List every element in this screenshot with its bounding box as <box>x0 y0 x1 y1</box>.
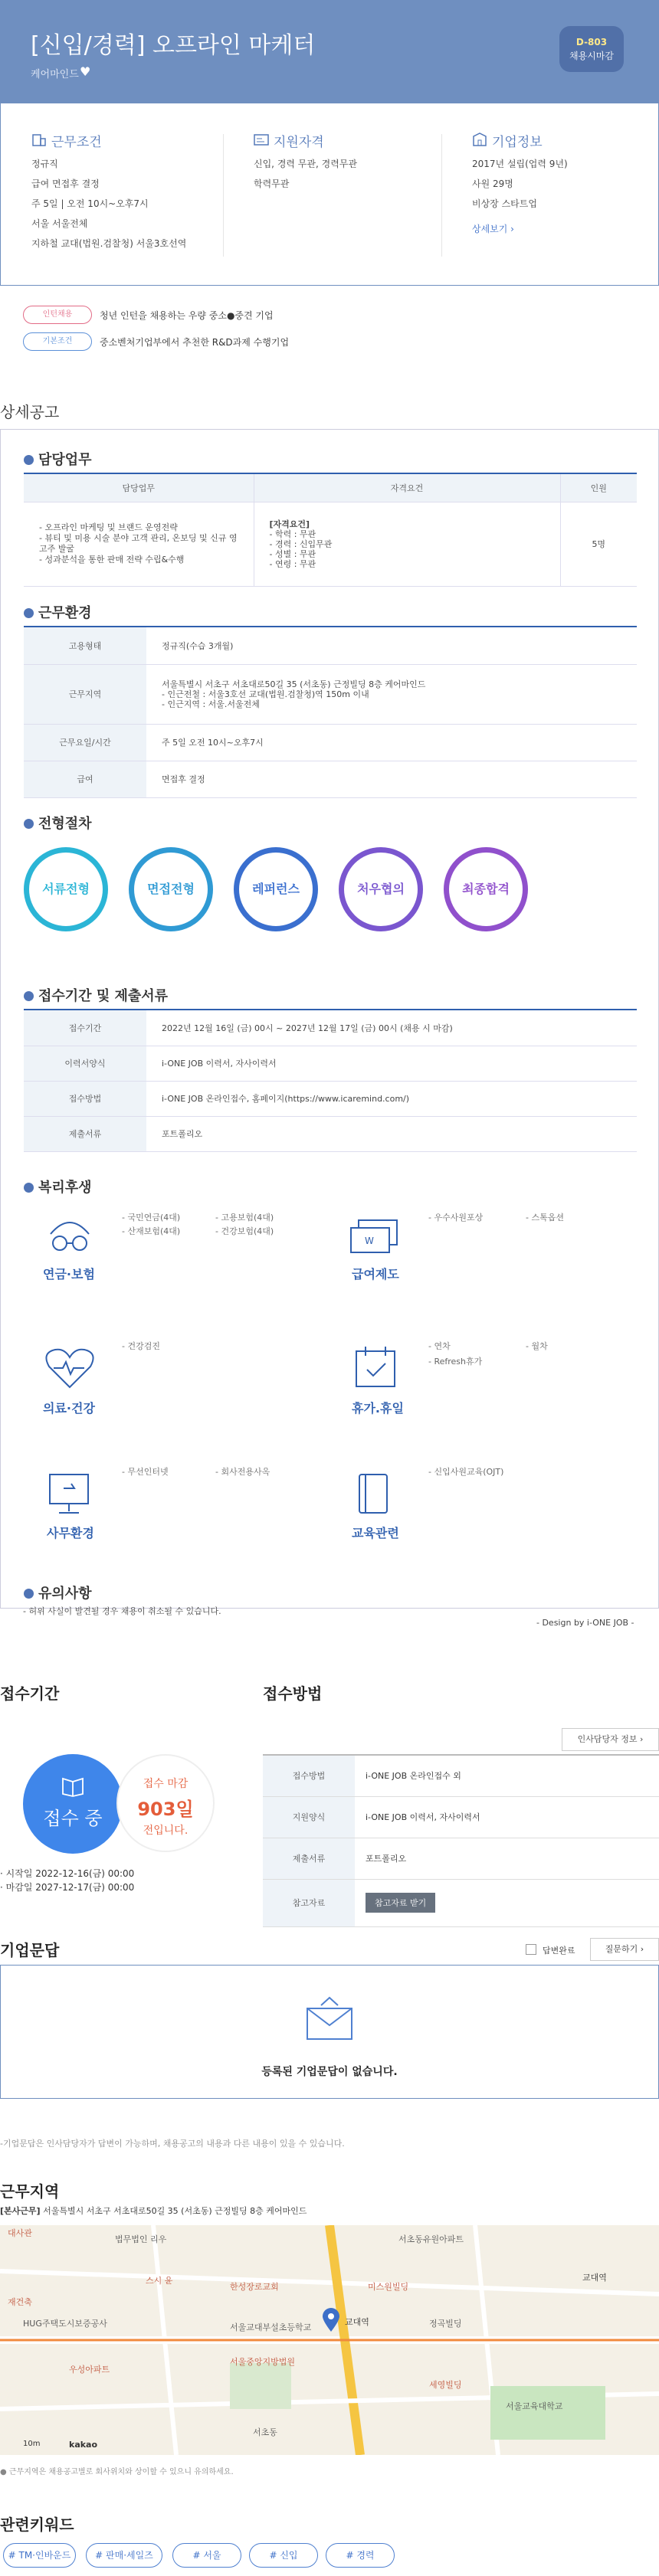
remain-circle <box>116 1754 215 1852</box>
status-label: 접수 중 <box>43 1808 103 1829</box>
benefit-line: - 국민연금(4대) <box>122 1213 181 1223</box>
map-label: 대사관 <box>8 2228 32 2238</box>
address-subline: - 인근지역 : 서울.서울전체 <box>162 699 260 709</box>
qa-empty-text: 등록된 기업문답이 없습니다. <box>261 2066 398 2078</box>
keyword-tag[interactable]: # TM·인바운드 <box>3 2543 76 2568</box>
end-date: · 마감일 2027-12-17(금) 00:00 <box>0 1882 135 1893</box>
row-label: 참고자료 <box>263 1879 355 1926</box>
task-line: - 뷰티 및 미용 시술 분야 고객 관리, 온보딩 및 신규 영 <box>39 533 238 543</box>
benefit-line: - 스톡옵션 <box>526 1213 564 1223</box>
detail-panel <box>0 429 659 1609</box>
dday-count: D-803 <box>575 37 608 47</box>
row-label: 고용형태 <box>24 627 146 664</box>
divider <box>441 134 442 257</box>
process-step: 레퍼런스 <box>234 847 318 931</box>
envelope-icon <box>306 1996 355 2042</box>
design-credit: - Design by i-ONE JOB - <box>536 1618 634 1628</box>
qa-heading: 기업문답 <box>0 1941 60 1959</box>
book-icon <box>355 1471 393 1517</box>
ask-question-button[interactable]: 질문하기 › <box>590 1938 659 1961</box>
row-value: 주 5일 오전 10시~오후7시 <box>146 724 637 761</box>
condition-line: 정규직 <box>31 159 58 169</box>
company-line: 2017년 설립(업력 9년) <box>472 159 568 169</box>
env-table <box>24 627 637 798</box>
company-info-heading: 기업정보 <box>492 135 543 150</box>
map-label: 세영빌딩 <box>429 2380 462 2390</box>
map-label: 스시 윤 <box>146 2276 173 2286</box>
map[interactable] <box>0 2225 659 2455</box>
map-label: 우성아파트 <box>69 2365 110 2375</box>
benefit-line: - 건강보험(4대) <box>215 1226 274 1236</box>
row-label: 급여 <box>24 761 146 797</box>
id-card-icon <box>254 132 269 147</box>
benefit-line: - 우수사원포상 <box>428 1213 484 1223</box>
keyword-tag[interactable]: # 경력 <box>326 2543 395 2568</box>
qualification-line: 신입, 경력 무관, 경력무관 <box>254 159 357 169</box>
answered-checkbox[interactable] <box>526 1944 536 1955</box>
condition-line: 주 5일 | 오전 10시~오후7시 <box>31 198 149 209</box>
qualification-heading: 지원자격 <box>274 135 324 150</box>
row-label: 지원양식 <box>263 1796 355 1838</box>
bullet-icon <box>24 608 34 618</box>
row-value: 포트폴리오 <box>146 1116 637 1151</box>
qual-line: - 경력 : 신입무관 <box>269 538 333 549</box>
keyword-tag[interactable]: # 신입 <box>249 2543 318 2568</box>
benefit-office-title: 사무환경 <box>47 1526 94 1540</box>
company-line: 비상장 스타트업 <box>472 198 537 209</box>
office-icon <box>472 132 487 147</box>
svg-text:W: W <box>365 1236 374 1246</box>
bullet-icon <box>24 991 34 1001</box>
bullet-icon <box>24 819 34 829</box>
row-label: 접수방법 <box>24 1081 146 1116</box>
location-note: ● 근무지역은 채용공고별로 회사위치와 상이할 수 있으니 유의하세요. <box>0 2468 234 2476</box>
address-text: 서울특별시 서초구 서초대로50길 35 (서초동) 근정빌딩 8층 케어마인드 <box>43 2206 307 2216</box>
duty-heading: 담당업무 <box>24 449 92 469</box>
row-value: i-ONE JOB 이력서, 자사이력서 <box>146 1046 637 1081</box>
method-heading: 접수방법 <box>263 1684 323 1703</box>
qa-empty-box <box>0 1965 659 2099</box>
conditions-heading: 근무조건 <box>51 135 102 150</box>
notice-heading: 유의사항 <box>24 1583 92 1602</box>
heart-icon[interactable]: ♥ <box>80 64 91 79</box>
map-label: 서울교대부설초등학교 <box>230 2322 312 2332</box>
start-date: · 시작일 2022-12-16(금) 00:00 <box>0 1868 135 1879</box>
kakao-logo: kakao <box>69 2440 98 2450</box>
benefit-pension-title: 연금·보험 <box>43 1267 95 1281</box>
method-table <box>263 1754 659 1927</box>
keyword-tag[interactable]: # 서울 <box>172 2543 241 2568</box>
task-cell <box>24 502 254 586</box>
welfare-heading: 복리후생 <box>24 1177 92 1196</box>
remain-tail: 전입니다. <box>143 1825 189 1837</box>
row-value <box>146 664 637 724</box>
address-subline: - 인근전철 : 서울3호선 교대(법원.검찰청)역 150m 이내 <box>162 689 369 699</box>
notice-text: - 허위 사실이 발견될 경우 채용이 취소될 수 있습니다. <box>23 1606 221 1616</box>
map-label: 서울교육대학교 <box>506 2401 563 2411</box>
map-label: 서울중앙지방법원 <box>230 2357 296 2367</box>
row-label: 제출서류 <box>263 1838 355 1879</box>
qualifications <box>254 103 438 285</box>
bullet-icon <box>24 455 34 465</box>
company-name[interactable]: 케어마인드 <box>31 69 79 80</box>
map-label: 한성장로교회 <box>230 2282 279 2292</box>
row-value: 면접후 결정 <box>146 761 637 797</box>
reception-heading: 접수기간 <box>0 1684 60 1703</box>
qual-title: [자격요건] <box>269 519 310 529</box>
process-step: 처우협의 <box>339 847 423 931</box>
benefit-line: - Refresh휴가 <box>428 1357 483 1367</box>
task-line: - 성과분석을 통한 판매 전략 수립&수행 <box>39 555 185 565</box>
apply-heading: 접수기간 및 제출서류 <box>24 985 168 1005</box>
money-icon <box>349 1219 399 1257</box>
row-label: 접수기간 <box>24 1010 146 1046</box>
map-label: 서초동 <box>253 2427 277 2437</box>
qual-line: - 연령 : 무관 <box>269 558 316 569</box>
download-reference-button[interactable]: 참고자료 받기 <box>366 1893 435 1913</box>
benefit-line: - 건강검진 <box>122 1341 160 1351</box>
location-pin-icon <box>322 2308 340 2332</box>
condition-line: 서울 서울전체 <box>31 218 88 229</box>
hr-contact-button[interactable]: 인사담당자 정보 › <box>562 1728 659 1751</box>
apply-table <box>24 1010 637 1152</box>
process-heading: 전형절차 <box>24 813 92 833</box>
qual-cell <box>254 502 560 586</box>
location-address <box>0 2204 307 2217</box>
row-value: i-ONE JOB 온라인접수, 홈페이지(https://www.icaremind.com/) <box>146 1081 637 1116</box>
company-line: 사원 29명 <box>472 178 513 189</box>
row-label: 근무지역 <box>24 664 146 724</box>
map-scale: 10m <box>23 2440 41 2448</box>
address-label: [본사근무] <box>0 2206 41 2216</box>
map-label: 정곡빌딩 <box>429 2319 462 2329</box>
qual-line: - 학력 : 무관 <box>269 529 316 539</box>
status-circle <box>23 1754 123 1854</box>
row-value: 2022년 12월 16일 (금) 00시 ~ 2027년 12월 17일 (금) 00시 (채용 시 마감) <box>146 1010 637 1046</box>
keywords-heading: 관련키워드 <box>0 2515 74 2534</box>
task-line: - 오프라인 마케팅 및 브랜드 운영전략 <box>39 522 178 532</box>
keyword-tag[interactable]: # 판매·세일즈 <box>86 2543 162 2568</box>
address-line: 서울특별시 서초구 서초대로50길 35 (서초동) 근정빌딩 8층 케어마인드 <box>162 679 426 689</box>
row-value: 포트폴리오 <box>366 1854 407 1864</box>
row-value: i-ONE JOB 온라인접수 외 <box>366 1771 461 1782</box>
duty-table <box>24 474 637 587</box>
umbrella-glasses-icon <box>43 1211 97 1257</box>
benefit-line: - 산재보험(4대) <box>122 1226 181 1236</box>
col-header: 자격요건 <box>254 474 560 502</box>
benefit-line: - 고용보험(4대) <box>215 1213 274 1223</box>
benefit-line: - 무선인터넷 <box>122 1467 169 1477</box>
benefit-line: - 월차 <box>526 1341 548 1351</box>
map-label: 서초동유원아파트 <box>398 2234 464 2244</box>
col-header: 인원 <box>560 474 637 502</box>
divider <box>223 134 224 257</box>
benefit-health-title: 의료·건강 <box>43 1401 95 1416</box>
map-label: 미스원빌딩 <box>368 2282 409 2292</box>
row-label: 제출서류 <box>24 1116 146 1151</box>
map-label: 교대역 <box>582 2273 607 2283</box>
process-step: 면접전형 <box>129 847 213 931</box>
row-value: 정규직(수습 3개월) <box>146 627 637 664</box>
dday-label: 채용시마감 <box>569 51 614 61</box>
intern-badge: 인턴채용 <box>23 306 92 324</box>
tag-text: 청년 인턴을 채용하는 우량 중소●중견 기업 <box>100 310 274 321</box>
row-value <box>355 1879 659 1926</box>
tag-text: 중소벤처기업부에서 추천한 R&D과제 수행기업 <box>100 337 290 348</box>
monitor-icon <box>47 1471 93 1517</box>
company-detail-link[interactable]: 상세보기 › <box>472 224 514 234</box>
process-step: 최종합격 <box>444 847 528 931</box>
env-heading: 근무환경 <box>24 602 92 622</box>
map-canvas <box>0 2225 659 2455</box>
benefit-line: - 연차 <box>428 1341 451 1351</box>
task-line: 고주 발굴 <box>39 544 75 554</box>
benefit-line: - 신입사원교육(OJT) <box>428 1467 504 1477</box>
row-label: 이력서양식 <box>24 1046 146 1081</box>
row-value: i-ONE JOB 이력서, 자사이력서 <box>366 1812 480 1822</box>
basic-badge: 기본조건 <box>23 332 92 351</box>
benefit-education-title: 교육관련 <box>352 1526 399 1540</box>
map-label: HUG주택도시보증공사 <box>23 2319 107 2329</box>
detail-section-title: 상세공고 <box>0 403 60 421</box>
map-label: 법무법인 리우 <box>115 2234 167 2244</box>
building-icon <box>31 132 47 147</box>
headcount: 5명 <box>560 502 637 586</box>
condition-line: 지하철 교대(법원.검찰청) 서울3호선역 <box>31 238 187 249</box>
map-label: 재건축 <box>8 2297 32 2307</box>
remain-label: 접수 마감 <box>143 1778 189 1790</box>
book-open-icon <box>61 1776 86 1797</box>
bullet-icon <box>24 1183 34 1193</box>
remain-days: 903일 <box>137 1799 194 1820</box>
summary-panel <box>0 103 659 286</box>
answered-label: 답변완료 <box>543 1946 575 1956</box>
work-conditions <box>31 103 215 285</box>
job-title: [신입/경력] 오프라인 마케터 <box>31 32 316 59</box>
row-label: 접수방법 <box>263 1755 355 1796</box>
calendar-check-icon <box>353 1345 399 1391</box>
row-label: 근무요일/시간 <box>24 724 146 761</box>
process-step: 서류전형 <box>24 847 108 931</box>
bullet-icon <box>24 1589 34 1599</box>
benefit-vacation-title: 휴가.휴일 <box>352 1401 404 1416</box>
col-header: 담당업무 <box>24 474 254 502</box>
job-banner <box>0 0 659 103</box>
map-label: 교대역 <box>345 2317 369 2327</box>
benefit-salary-title: 급여제도 <box>352 1267 399 1281</box>
company-info <box>472 103 641 285</box>
heart-pulse-icon <box>43 1345 97 1391</box>
benefit-line: - 회사전용사옥 <box>215 1467 270 1477</box>
qualification-line: 학력무관 <box>254 178 290 189</box>
condition-line: 급여 면접후 결정 <box>31 178 100 189</box>
qual-line: - 성별 : 무관 <box>269 548 316 559</box>
dday-badge <box>559 26 624 72</box>
qa-note: -기업문답은 인사담당자가 답변이 가능하며, 채용공고의 내용과 다른 내용이 있을 수 있습니다. <box>0 2139 345 2149</box>
location-heading: 근무지역 <box>0 2182 60 2201</box>
